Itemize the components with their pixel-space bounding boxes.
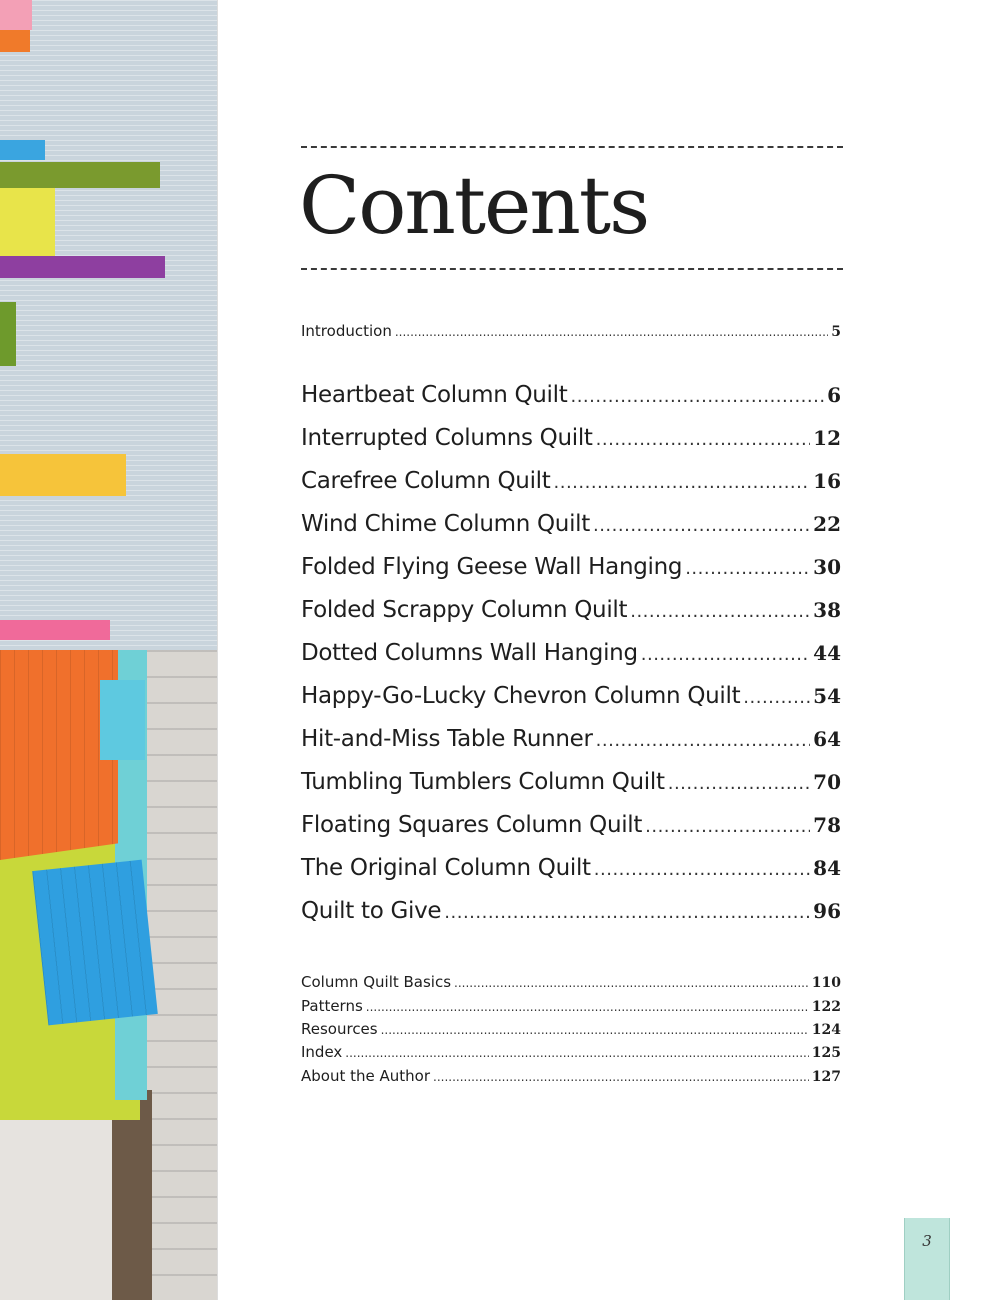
dot-leader bbox=[630, 601, 810, 622]
bottom-dashed-rule bbox=[301, 268, 843, 270]
yellow-orange-strip bbox=[0, 454, 126, 496]
page-number: 3 bbox=[922, 1232, 932, 1250]
dot-leader bbox=[433, 1070, 809, 1084]
dot-leader bbox=[743, 687, 810, 708]
toc-entry-page: 84 bbox=[813, 856, 841, 880]
toc-entry-label: Floating Squares Column Quilt bbox=[301, 812, 643, 838]
toc-entry-page: 5 bbox=[831, 324, 841, 340]
toc-entry-page: 122 bbox=[811, 999, 841, 1015]
toc-entry-label: Column Quilt Basics bbox=[301, 973, 452, 991]
toc-entry-label: Quilt to Give bbox=[301, 898, 442, 924]
dot-leader bbox=[444, 902, 810, 923]
toc-entry-project[interactable] bbox=[301, 855, 841, 881]
toc-entry-project[interactable] bbox=[301, 468, 841, 494]
dot-leader bbox=[593, 515, 810, 536]
toc-entry-page: 44 bbox=[813, 641, 841, 665]
toc-entry-back-matter[interactable] bbox=[301, 997, 841, 1015]
dot-leader bbox=[345, 1046, 808, 1060]
green-block bbox=[0, 302, 16, 366]
toc-entry-project[interactable] bbox=[301, 511, 841, 537]
toc-entry-page: 70 bbox=[813, 770, 841, 794]
dot-leader bbox=[641, 644, 810, 665]
toc-entry-back-matter[interactable] bbox=[301, 1020, 841, 1038]
toc-entry-label: Folded Scrappy Column Quilt bbox=[301, 597, 628, 623]
quilt-bottom-panel bbox=[0, 650, 217, 1300]
toc-entry-project[interactable] bbox=[301, 597, 841, 623]
toc-entry-label: Happy-Go-Lucky Chevron Column Quilt bbox=[301, 683, 741, 709]
toc-entry-back-matter[interactable] bbox=[301, 1067, 841, 1085]
toc-entry-page: 64 bbox=[813, 727, 841, 751]
page-title: Contents bbox=[299, 159, 649, 252]
dot-leader bbox=[594, 859, 810, 880]
toc-entry-label: About the Author bbox=[301, 1067, 431, 1085]
photo-divider bbox=[217, 0, 218, 1300]
toc-entry-project[interactable] bbox=[301, 812, 841, 838]
purple-strip bbox=[0, 256, 165, 278]
toc-entry-page: 124 bbox=[811, 1022, 841, 1038]
toc-entry-label: Index bbox=[301, 1043, 343, 1061]
toc-entry-label: The Original Column Quilt bbox=[301, 855, 591, 881]
toc-entry-page: 127 bbox=[811, 1069, 841, 1085]
dot-leader bbox=[668, 773, 810, 794]
quilt-photo bbox=[0, 0, 217, 1300]
toc-entry-page: 38 bbox=[813, 598, 841, 622]
dot-leader bbox=[554, 472, 811, 493]
toc-entry-label: Carefree Column Quilt bbox=[301, 468, 551, 494]
dot-leader bbox=[366, 1000, 809, 1014]
toc-entry-label: Heartbeat Column Quilt bbox=[301, 382, 568, 408]
blue-strip bbox=[0, 140, 45, 160]
toc-entry-label: Introduction bbox=[301, 322, 392, 340]
pink-strip bbox=[0, 0, 32, 30]
toc-entry-project[interactable] bbox=[301, 683, 841, 709]
quilt-top-panel bbox=[0, 0, 217, 650]
toc-entry-page: 54 bbox=[813, 684, 841, 708]
toc-entry-back-matter[interactable] bbox=[301, 1043, 841, 1061]
toc-entry-introduction[interactable] bbox=[301, 322, 841, 340]
toc-entry-label: Interrupted Columns Quilt bbox=[301, 425, 593, 451]
toc-entry-label: Patterns bbox=[301, 997, 363, 1015]
toc-entry-page: 6 bbox=[827, 383, 841, 407]
toc-entry-page: 22 bbox=[813, 512, 841, 536]
toc-entry-label: Dotted Columns Wall Hanging bbox=[301, 640, 638, 666]
orange-strip bbox=[0, 30, 30, 52]
blue-quilt-block bbox=[32, 860, 158, 1026]
dot-leader bbox=[596, 429, 811, 450]
top-dashed-rule bbox=[301, 146, 843, 148]
toc-entry-page: 125 bbox=[811, 1045, 841, 1061]
pink-bottom-strip bbox=[0, 620, 110, 640]
toc-entry-label: Hit-and-Miss Table Runner bbox=[301, 726, 593, 752]
toc-entry-page: 96 bbox=[813, 899, 841, 923]
toc-entry-label: Wind Chime Column Quilt bbox=[301, 511, 590, 537]
toc-entry-project[interactable] bbox=[301, 769, 841, 795]
toc-entry-label: Tumbling Tumblers Column Quilt bbox=[301, 769, 665, 795]
toc-entry-project[interactable] bbox=[301, 425, 841, 451]
dot-leader bbox=[596, 730, 810, 751]
dot-leader bbox=[685, 558, 810, 579]
dot-leader bbox=[381, 1023, 809, 1037]
olive-strip bbox=[0, 162, 160, 188]
toc-entry-project[interactable] bbox=[301, 554, 841, 580]
toc-entry-page: 78 bbox=[813, 813, 841, 837]
page-number-tab bbox=[904, 1218, 950, 1300]
dot-leader bbox=[570, 386, 824, 407]
toc-entry-label: Folded Flying Geese Wall Hanging bbox=[301, 554, 683, 580]
yellow-block bbox=[0, 188, 55, 256]
toc-entry-back-matter[interactable] bbox=[301, 973, 841, 991]
toc-entry-project[interactable] bbox=[301, 898, 841, 924]
toc-entry-label: Resources bbox=[301, 1020, 378, 1038]
wood-post bbox=[112, 1090, 152, 1300]
toc-entry-project[interactable] bbox=[301, 726, 841, 752]
toc-entry-page: 110 bbox=[811, 975, 841, 991]
aqua-quilt-corner bbox=[100, 680, 145, 760]
toc-entry-page: 30 bbox=[813, 555, 841, 579]
toc-entry-page: 12 bbox=[813, 426, 841, 450]
dot-leader bbox=[454, 976, 809, 990]
toc-entry-page: 16 bbox=[813, 469, 841, 493]
dot-leader bbox=[395, 325, 828, 339]
toc-entry-project[interactable] bbox=[301, 640, 841, 666]
dot-leader bbox=[645, 816, 810, 837]
toc-entry-project[interactable] bbox=[301, 382, 841, 408]
